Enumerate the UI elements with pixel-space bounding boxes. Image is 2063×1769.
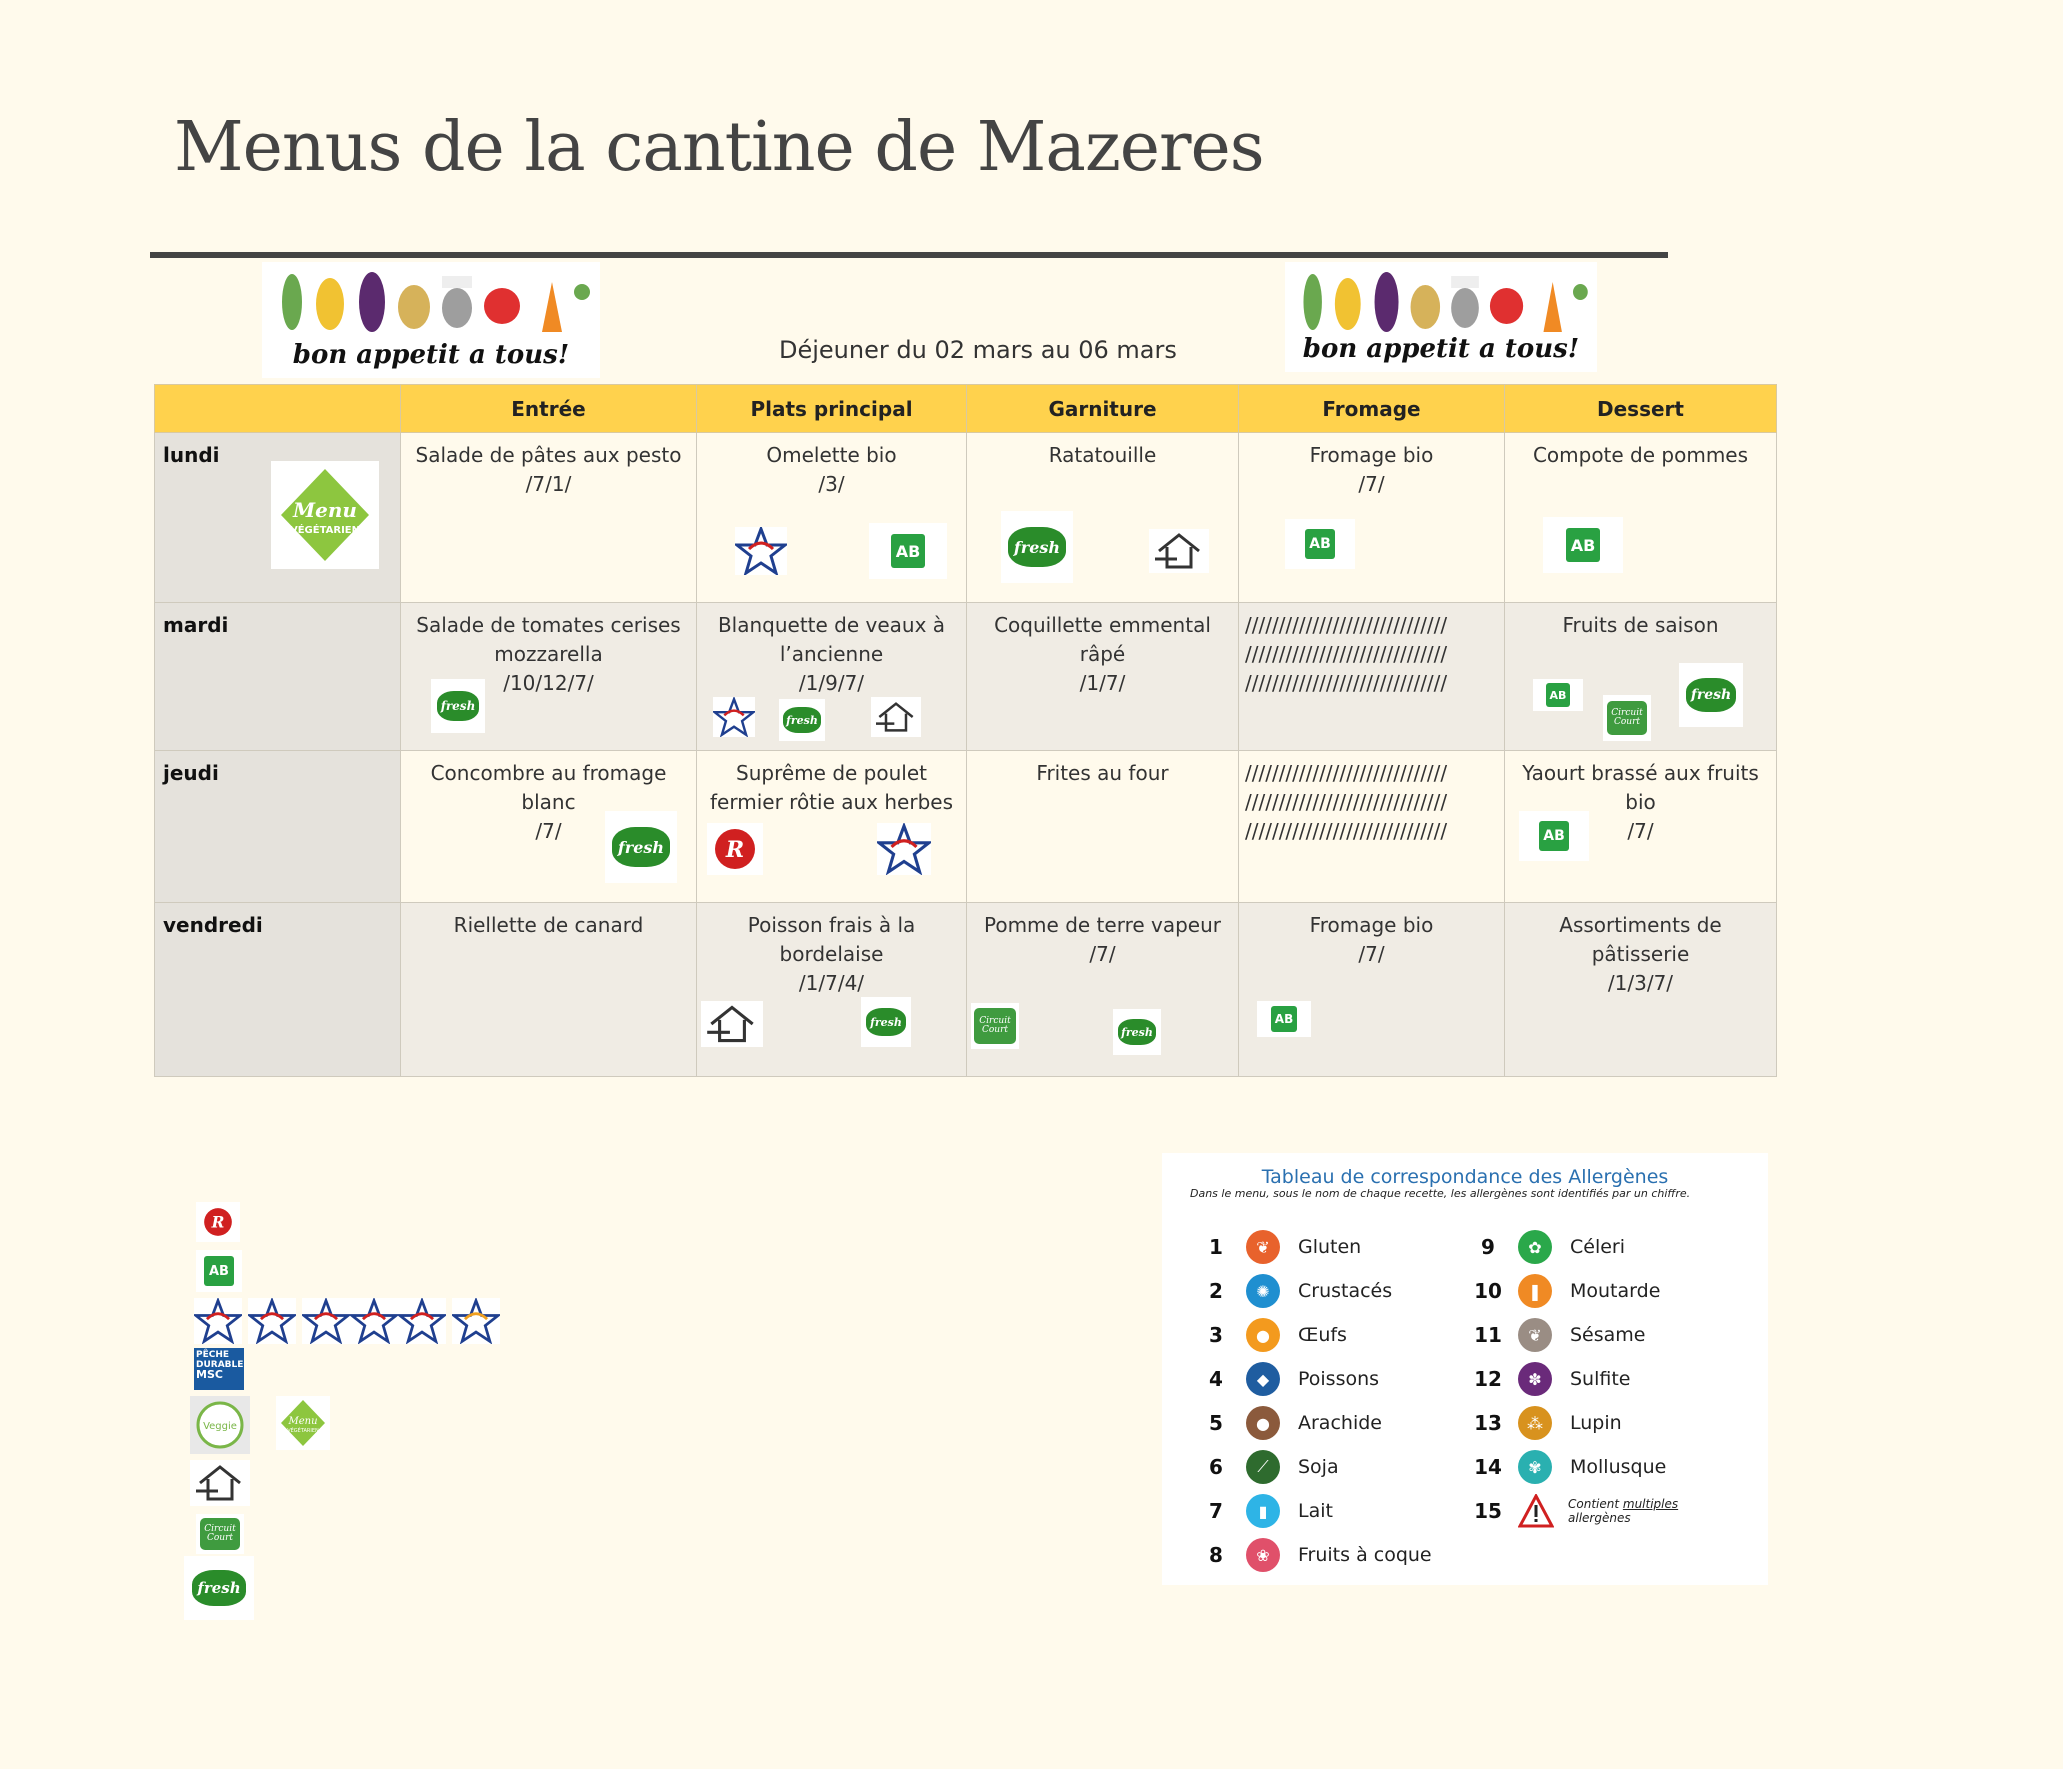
multiple-text-before: Contient xyxy=(1568,1497,1623,1511)
allergen-codes: /7/ xyxy=(1089,942,1116,966)
multiple-text-after: allergènes xyxy=(1568,1511,1631,1525)
warning-triangle-icon xyxy=(1518,1494,1554,1528)
allergen-row xyxy=(1198,1537,1432,1573)
fresh-label: fresh xyxy=(192,1570,246,1606)
agriculture-bio-logo xyxy=(1285,519,1355,569)
cell-plat xyxy=(697,751,967,903)
allergen-number: 14 xyxy=(1474,1455,1502,1479)
veggie-label: Veggie xyxy=(203,1421,237,1432)
day-cell xyxy=(155,903,401,1077)
dish-name: Omelette bio xyxy=(766,443,897,467)
allergen-row xyxy=(1198,1273,1392,1309)
vegetarien-text-1: Menu xyxy=(288,1416,318,1427)
allergen-codes: /10/12/7/ xyxy=(503,671,594,695)
msc-text-1: PÊCHE xyxy=(196,1350,230,1360)
banner-left xyxy=(262,262,600,378)
header-entree: Entrée xyxy=(401,385,697,433)
allergen-row xyxy=(1470,1449,1666,1485)
allergen-codes: /7/ xyxy=(535,819,562,843)
allergen-number: 9 xyxy=(1481,1235,1495,1259)
circuit-court-logo xyxy=(971,1003,1019,1049)
fresh-logo xyxy=(1113,1009,1161,1055)
veggie-logo xyxy=(190,1396,250,1454)
allergen-number: 10 xyxy=(1474,1279,1502,1303)
allergen-name: Arachide xyxy=(1298,1412,1382,1434)
fresh-logo xyxy=(779,699,825,741)
cell-garniture xyxy=(967,903,1239,1077)
allergen-codes: /1/7/ xyxy=(1079,671,1126,695)
oeufs-de-france-logo xyxy=(735,527,787,575)
table-row xyxy=(155,751,1777,903)
fait-maison-logo xyxy=(190,1460,250,1506)
allergen-row xyxy=(1470,1317,1646,1353)
cell-dessert xyxy=(1505,433,1777,603)
allergen-name: Sulfite xyxy=(1570,1368,1631,1390)
viande-bovine-francaise-logo xyxy=(350,1298,398,1344)
fresh-logo xyxy=(431,679,485,733)
svg-text:R: R xyxy=(725,837,745,863)
bio-label: AB xyxy=(1566,528,1600,562)
viande-bovine-francaise-logo xyxy=(713,697,755,737)
fresh-label: fresh xyxy=(437,691,479,721)
msc-peche-durable-logo xyxy=(194,1348,244,1390)
cell-garniture xyxy=(967,751,1239,903)
day-cell xyxy=(155,603,401,751)
multiple-text-underlined: multiples xyxy=(1622,1497,1679,1511)
fresh-label: fresh xyxy=(1686,678,1736,712)
day-label: mardi xyxy=(163,613,229,637)
allergen-number: 11 xyxy=(1474,1323,1502,1347)
agriculture-bio-logo xyxy=(196,1250,242,1292)
fresh-label: fresh xyxy=(1008,527,1066,567)
table-row xyxy=(155,603,1777,751)
table-row xyxy=(155,433,1777,603)
dish-name: Assortiments de pâtisserie xyxy=(1559,913,1722,966)
fresh-label: fresh xyxy=(1118,1019,1156,1045)
dish-name: Concombre au fromage blanc xyxy=(430,761,667,814)
allergen-number: 1 xyxy=(1209,1235,1223,1259)
allergen-name: Poissons xyxy=(1298,1368,1380,1390)
bio-label: AB xyxy=(1539,821,1569,851)
allergen-name: Sésame xyxy=(1570,1324,1646,1346)
allergen-row xyxy=(1198,1405,1382,1441)
fresh-logo xyxy=(1001,511,1073,583)
day-cell xyxy=(155,751,401,903)
oeufs-de-france-logo xyxy=(248,1298,296,1344)
fresh-logo xyxy=(605,811,677,883)
cell-dessert xyxy=(1505,603,1777,751)
dish-name: Fromage bio xyxy=(1309,913,1434,937)
allergen-name: Céleri xyxy=(1570,1236,1626,1258)
allergen-table xyxy=(1162,1153,1768,1585)
cell-entree xyxy=(401,603,697,751)
dish-name: Poisson frais à la bordelaise xyxy=(747,913,916,966)
dish-name: Compote de pommes xyxy=(1532,443,1749,467)
allergen-row xyxy=(1470,1405,1622,1441)
allergen-codes: /1/3/7/ xyxy=(1607,971,1674,995)
allergen-number: 3 xyxy=(1209,1323,1223,1347)
allergen-crustacés-icon: ✺ xyxy=(1246,1274,1280,1308)
allergen-poissons-icon: ◆ xyxy=(1246,1362,1280,1396)
allergen-number: 6 xyxy=(1209,1455,1223,1479)
dish-name: Pomme de terre vapeur xyxy=(983,913,1222,937)
cell-garniture xyxy=(967,433,1239,603)
allergen-codes: /7/1/ xyxy=(525,472,572,496)
cell-dessert xyxy=(1505,751,1777,903)
allergen-fruits-à-coque-icon: ❀ xyxy=(1246,1538,1280,1572)
allergen-number: 15 xyxy=(1474,1499,1502,1523)
agriculture-bio-logo xyxy=(1519,811,1589,861)
day-label: lundi xyxy=(163,443,220,467)
allergen-row xyxy=(1198,1493,1333,1529)
allergen-codes: /7/ xyxy=(1627,819,1654,843)
allergen-row xyxy=(1198,1317,1347,1353)
fresh-label: fresh xyxy=(612,827,670,867)
dish-name: Salade de tomates cerises mozzarella xyxy=(416,613,681,666)
header-dessert: Dessert xyxy=(1505,385,1777,433)
empty-slashes: ////////////////////////////// xyxy=(1245,642,1448,666)
dish-name: Coquillette emmental râpé xyxy=(994,613,1211,666)
label-rouge-logo xyxy=(707,823,763,875)
header-fromage: Fromage xyxy=(1239,385,1505,433)
allergen-gluten-icon: ❦ xyxy=(1246,1230,1280,1264)
day-label: vendredi xyxy=(163,913,263,937)
svg-text:R: R xyxy=(211,1213,225,1232)
allergen-row xyxy=(1470,1229,1625,1265)
empty-slashes: ////////////////////////////// xyxy=(1245,613,1448,637)
volaille-francaise-logo xyxy=(194,1298,242,1344)
bio-label: AB xyxy=(1271,1006,1297,1032)
dish-name: Frites au four xyxy=(1036,761,1169,785)
header-day xyxy=(155,385,401,433)
cell-fromage xyxy=(1239,751,1505,903)
bio-label: AB xyxy=(1305,529,1335,559)
page-title: Menus de la cantine de Mazeres xyxy=(174,108,1264,187)
circuit-label: Circuit Court xyxy=(974,1008,1016,1044)
agriculture-bio-logo xyxy=(1533,679,1583,711)
volaille-francaise-logo xyxy=(877,823,931,875)
allergen-lupin-icon: ⁂ xyxy=(1518,1406,1552,1440)
dish-name: Yaourt brassé aux fruits bio xyxy=(1522,761,1759,814)
bio-label: AB xyxy=(204,1256,234,1286)
day-label: jeudi xyxy=(163,761,219,785)
dish-name: Fromage bio xyxy=(1309,443,1434,467)
allergen-œufs-icon: ● xyxy=(1246,1318,1280,1352)
fait-maison-logo xyxy=(871,697,921,737)
allergen-codes: /1/9/7/ xyxy=(798,671,865,695)
allergen-row xyxy=(1470,1361,1631,1397)
fresh-logo xyxy=(861,997,911,1047)
allergen-row xyxy=(1198,1361,1379,1397)
allergen-row xyxy=(1198,1229,1361,1265)
cell-fromage xyxy=(1239,603,1505,751)
cell-plat xyxy=(697,433,967,603)
allergen-multiple-label xyxy=(1568,1497,1678,1525)
agriculture-bio-logo xyxy=(869,523,947,579)
bio-label: AB xyxy=(891,534,925,568)
dish-name: Salade de pâtes aux pesto xyxy=(415,443,682,467)
cell-garniture xyxy=(967,603,1239,751)
menu-table xyxy=(154,384,1777,1077)
menu-vegetarien-logo xyxy=(276,1396,330,1450)
allergen-name: Soja xyxy=(1298,1456,1339,1478)
dish-name: Riellette de canard xyxy=(453,913,644,937)
allergen-table-description: Dans le menu, sous le nom de chaque recette, les allergènes sont identifiés par un chiffre. xyxy=(1190,1187,1691,1200)
allergen-moutarde-icon: ❚ xyxy=(1518,1274,1552,1308)
banner-slogan: bon appetit a tous! xyxy=(1302,334,1580,364)
dish-name: Suprême de poulet fermier rôtie aux herbes xyxy=(710,761,953,814)
circuit-court-logo xyxy=(196,1514,244,1554)
allergen-number: 13 xyxy=(1474,1411,1502,1435)
allergen-name: Gluten xyxy=(1298,1236,1362,1258)
msc-text-2: DURABLE xyxy=(196,1360,244,1370)
dish-name: Blanquette de veaux à l’ancienne xyxy=(717,613,946,666)
allergen-codes: /1/7/4/ xyxy=(798,971,865,995)
allergen-row xyxy=(1470,1273,1660,1309)
allergen-name: Mollusque xyxy=(1570,1456,1667,1478)
fait-maison-logo xyxy=(1149,529,1209,573)
allergen-sésame-icon: ❦ xyxy=(1518,1318,1552,1352)
allergen-mollusque-icon: ✾ xyxy=(1518,1450,1552,1484)
table-header-row xyxy=(155,385,1777,433)
allergen-name: Fruits à coque xyxy=(1298,1544,1432,1566)
allergen-number: 8 xyxy=(1209,1543,1223,1567)
table-row xyxy=(155,903,1777,1077)
allergen-codes: /3/ xyxy=(818,472,845,496)
msc-text-3: MSC xyxy=(196,1368,223,1381)
cell-entree xyxy=(401,903,697,1077)
cell-dessert xyxy=(1505,903,1777,1077)
allergen-row xyxy=(1198,1449,1339,1485)
menu-vegetarien-logo xyxy=(271,461,379,569)
cell-entree xyxy=(401,751,697,903)
allergen-number: 7 xyxy=(1209,1499,1223,1523)
allergen-name: Lait xyxy=(1298,1500,1333,1522)
allergen-number: 2 xyxy=(1209,1279,1223,1303)
label-rouge-logo xyxy=(196,1202,240,1242)
allergen-céleri-icon: ✿ xyxy=(1518,1230,1552,1264)
fresh-label: fresh xyxy=(783,707,821,733)
vegetarien-text-1: Menu xyxy=(293,498,357,522)
agriculture-bio-logo xyxy=(1543,517,1623,573)
vegetarien-text-2: VÉGÉTARIEN xyxy=(289,525,361,536)
vegetables-illustration xyxy=(262,262,600,337)
cell-plat xyxy=(697,903,967,1077)
empty-slashes: ////////////////////////////// xyxy=(1245,761,1448,785)
empty-slashes: ////////////////////////////// xyxy=(1245,819,1448,843)
vegetarien-text-2: VÉGÉTARIEN xyxy=(287,1428,319,1434)
allergen-lait-icon: ▮ xyxy=(1246,1494,1280,1528)
circuit-court-logo xyxy=(1603,695,1651,741)
cell-fromage xyxy=(1239,903,1505,1077)
allergen-row-multiple xyxy=(1470,1493,1678,1529)
allergen-number: 4 xyxy=(1209,1367,1223,1391)
allergen-name: Crustacés xyxy=(1298,1280,1393,1302)
day-cell xyxy=(155,433,401,603)
cell-plat xyxy=(697,603,967,751)
allergen-name: Moutarde xyxy=(1570,1280,1661,1302)
vegetables-illustration xyxy=(1285,262,1597,337)
banner-right xyxy=(1285,262,1597,372)
allergen-number: 12 xyxy=(1474,1367,1502,1391)
bio-label: AB xyxy=(1546,683,1570,707)
header-plat: Plats principal xyxy=(697,385,967,433)
allergen-table-title: Tableau de correspondance des Allergènes xyxy=(1261,1166,1669,1188)
allergen-arachide-icon: ● xyxy=(1246,1406,1280,1440)
fresh-label: fresh xyxy=(866,1008,906,1036)
header-garniture: Garniture xyxy=(967,385,1239,433)
empty-slashes: ////////////////////////////// xyxy=(1245,671,1448,695)
circuit-label: Circuit Court xyxy=(1607,701,1647,735)
cell-entree xyxy=(401,433,697,603)
dish-name: Ratatouille xyxy=(1048,443,1157,467)
allergen-name: Œufs xyxy=(1298,1324,1347,1346)
allergen-name: Lupin xyxy=(1570,1412,1622,1434)
allergen-codes: /7/ xyxy=(1358,472,1385,496)
week-subtitle: Déjeuner du 02 mars au 06 mars xyxy=(779,336,1177,364)
viande-agneau-francaise-logo xyxy=(398,1298,446,1344)
empty-slashes: ////////////////////////////// xyxy=(1245,790,1448,814)
allergen-soja-icon: ⟋ xyxy=(1246,1450,1280,1484)
allergen-number: 5 xyxy=(1209,1411,1223,1435)
fruits-legumes-de-france-logo xyxy=(452,1298,500,1344)
dish-name: Fruits de saison xyxy=(1562,613,1719,637)
allergen-codes: /7/ xyxy=(1358,942,1385,966)
fresh-logo xyxy=(184,1556,254,1620)
cell-fromage xyxy=(1239,433,1505,603)
banner-slogan: bon appetit a tous! xyxy=(292,340,570,370)
circuit-label: Circuit Court xyxy=(200,1518,240,1550)
le-porc-francais-logo xyxy=(302,1298,350,1344)
fait-maison-logo xyxy=(701,1001,763,1047)
allergen-sulfite-icon: ✽ xyxy=(1518,1362,1552,1396)
agriculture-bio-logo xyxy=(1257,1001,1311,1037)
fresh-logo xyxy=(1679,663,1743,727)
title-divider xyxy=(150,252,1668,258)
